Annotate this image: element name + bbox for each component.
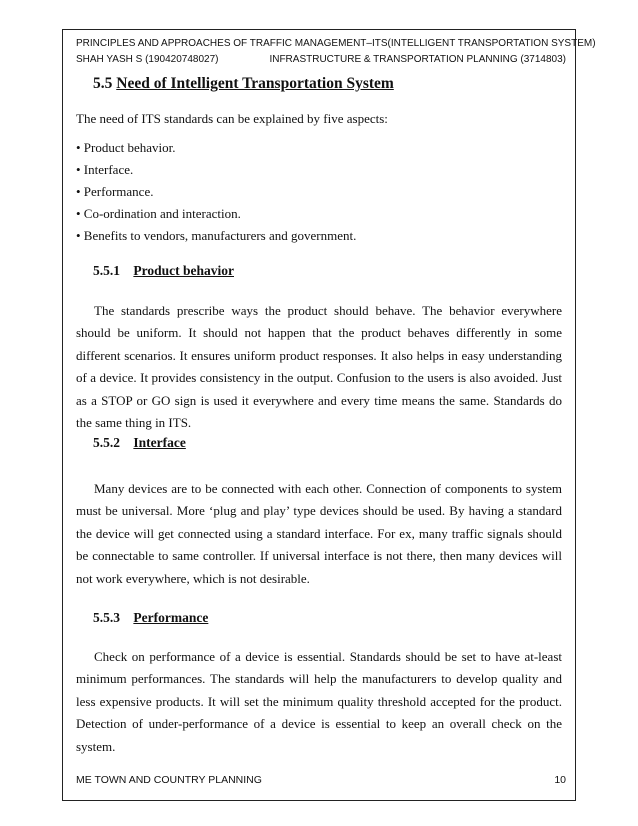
subsection-number: 5.5.2 bbox=[93, 435, 120, 450]
aspects-list bbox=[76, 140, 356, 250]
list-item: • Product behavior. bbox=[76, 140, 176, 155]
section-intro: The need of ITS standards can be explained by five aspects: bbox=[76, 111, 388, 126]
section-number: 5.5 bbox=[93, 75, 113, 92]
subsection-title: Performance bbox=[133, 610, 209, 625]
paragraph-product-behavior: The standards prescribe ways the product should behave. The behavior everywhere should be uniform. It should not happen that the product behaves differently in some different scenarios. It ensures uniform product responses. It also helps in easy understanding of a device. It provides consistency in the output. Confusion to the users is also avoided. Just as a STOP or GO sign is used it everywhere and every time means the same. Standards do the same thing in ITS. bbox=[76, 303, 562, 431]
list-item: • Interface. bbox=[76, 162, 134, 177]
running-header-title: PRINCIPLES AND APPROACHES OF TRAFFIC MANAGEMENT–ITS(INTELLIGENT TRANSPORTATION SYSTEM) bbox=[76, 38, 596, 49]
page-footer bbox=[76, 774, 566, 786]
subsection-number: 5.5.1 bbox=[93, 263, 120, 278]
footer-left: ME TOWN AND COUNTRY PLANNING bbox=[76, 774, 262, 786]
header-author: SHAH YASH S (190420748027) bbox=[76, 54, 219, 65]
section-title-text: Need of Intelligent Transportation System bbox=[116, 75, 394, 92]
subsection-heading-performance bbox=[93, 610, 208, 626]
paragraph-interface: Many devices are to be connected with each other. Connection of components to system must be universal. More ‘plug and play’ type devices should be used. By having a standard the device will get connected using a standard interface. For ex, many traffic signals should be connectable to same controller. If universal interface is not there, then many devices will not work everywhere, which is not desirable. bbox=[76, 481, 562, 586]
list-item: • Benefits to vendors, manufacturers and government. bbox=[76, 228, 357, 243]
subsection-heading-product-behavior bbox=[93, 263, 234, 279]
list-item: • Performance. bbox=[76, 184, 154, 199]
paragraph-performance: Check on performance of a device is essential. Standards should be set to have at-least minimum performances. The standards will help the manufacturers to develop quality and less expensive products. It will set the minimum quality threshold accepted for the product. Detection of under-performance of a device is essential to keep an overall check on the system. bbox=[76, 649, 562, 754]
subsection-title: Product behavior bbox=[133, 263, 234, 278]
running-header-meta bbox=[76, 54, 566, 65]
header-course: INFRASTRUCTURE & TRANSPORTATION PLANNING (3714803) bbox=[269, 54, 566, 65]
subsection-title: Interface bbox=[133, 435, 186, 450]
list-item: • Co-ordination and interaction. bbox=[76, 206, 241, 221]
page-number: 10 bbox=[554, 774, 566, 786]
subsection-heading-interface bbox=[93, 435, 186, 451]
subsection-number: 5.5.3 bbox=[93, 610, 120, 625]
section-title bbox=[93, 75, 394, 93]
